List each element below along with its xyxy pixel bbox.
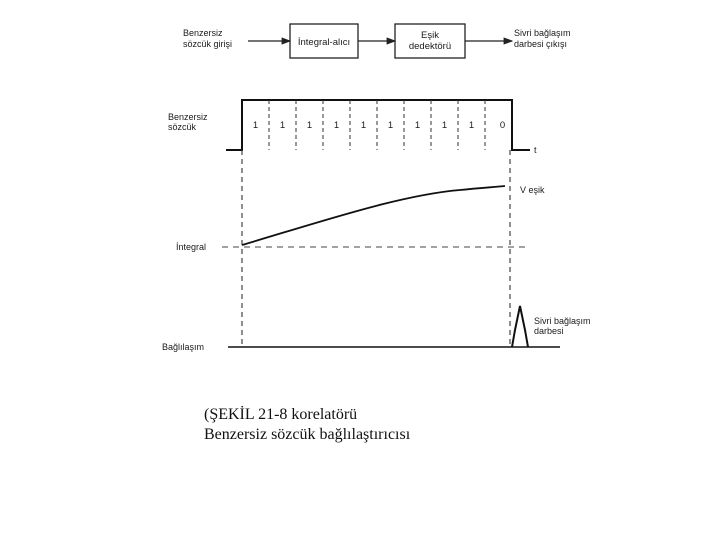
bit-value: 1 [441,120,448,131]
word-label-line2: sözcük [168,122,197,132]
bit-value: 0 [499,120,506,131]
bit-value: 1 [306,120,313,131]
integrator-label: İntegral-alıcı [297,37,351,48]
bit-dividers [269,100,485,150]
threshold-label: V eşik [520,185,545,195]
caption-line-1: (ŞEKİL 21-8 korelatörü [204,406,358,423]
detector-label: Eşik [421,30,439,41]
unique-word-waveform [168,100,537,155]
time-guides [242,150,510,347]
output-label-line2: darbesi çıkışı [514,39,568,49]
bit-value: 1 [279,120,286,131]
input-label-line2: sözcük girişi [183,39,233,49]
bit-value: 1 [360,120,367,131]
time-axis-label: t [534,145,537,155]
block-diagram [183,24,571,58]
coupling-label: Bağlılaşım [162,342,205,352]
input-label: Benzersiz [183,28,223,38]
integrator-waveform [176,185,545,252]
caption-line-2: Benzersiz sözcük bağlılaştırıcısı [204,426,411,443]
output-label: Sivri bağlaşım [514,28,571,38]
bit-value: 1 [387,120,394,131]
word-label: Benzersiz [168,112,208,122]
bit-value: 1 [414,120,421,131]
bit-value: 1 [333,120,340,131]
correlation-waveform [162,306,591,352]
correlation-spike [512,306,528,347]
integrator-output-label: İntegral [176,242,207,252]
figure-caption [204,405,410,445]
bit-labels [253,120,505,131]
pulse-label: Sivri bağlaşım [534,316,591,326]
pulse-label-line2: darbesi [534,326,564,336]
integrator-ramp-curve [242,186,505,245]
word-signal-line [226,100,530,150]
detector-label-line2: dedektörü [408,41,452,52]
bit-value: 1 [468,120,475,131]
bit-value: 1 [252,120,259,131]
